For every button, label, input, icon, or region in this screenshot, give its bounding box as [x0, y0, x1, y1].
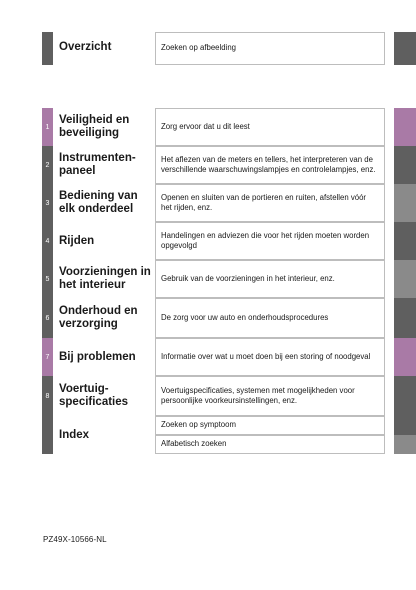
index-alphabetical-side-tab[interactable]: [394, 435, 416, 454]
chapter-1-desc[interactable]: Zorg ervoor dat u dit leest: [155, 108, 385, 146]
overview-tab: [42, 32, 53, 65]
chapter-6-title[interactable]: Onderhoud en verzorging: [59, 305, 138, 330]
chapter-1-side-tab[interactable]: [394, 108, 416, 146]
chapter-2-title[interactable]: Instrumenten-paneel: [59, 152, 136, 177]
overview-desc[interactable]: Zoeken op afbeelding: [155, 32, 385, 65]
chapter-5-tab: 5: [42, 260, 53, 298]
chapter-2-side-tab[interactable]: [394, 146, 416, 184]
chapter-7-tab: 7: [42, 338, 53, 376]
chapter-7-side-tab[interactable]: [394, 338, 416, 376]
chapter-5-desc[interactable]: Gebruik van de voorzieningen in het interieur, enz.: [155, 260, 385, 298]
overview-title[interactable]: Overzicht: [59, 40, 112, 53]
chapter-6-desc[interactable]: De zorg voor uw auto en onderhoudsprocedures: [155, 298, 385, 338]
overview-side-tab[interactable]: [394, 32, 416, 65]
document-code: PZ49X-10566-NL: [43, 535, 107, 544]
index-alphabetical-search[interactable]: Alfabetisch zoeken: [155, 435, 385, 454]
chapter-6-tab: 6: [42, 298, 53, 338]
chapter-1-tab: 1: [42, 108, 53, 146]
chapter-2-desc[interactable]: Het aflezen van de meters en tellers, het interpreteren van de verschillende waarschuwingslampjes en controlelampjes, enz.: [155, 146, 385, 184]
index-tab: [42, 416, 53, 454]
chapter-1-title[interactable]: Veiligheid en beveiliging: [59, 114, 130, 139]
chapter-8-title[interactable]: Voertuig-specificaties: [59, 383, 129, 408]
chapter-2-tab: 2: [42, 146, 53, 184]
chapter-6-side-tab[interactable]: [394, 298, 416, 338]
chapter-7-desc[interactable]: Informatie over wat u moet doen bij een storing of noodgeval: [155, 338, 385, 376]
chapter-8-desc[interactable]: Voertuigspecificaties, systemen met mogelijkheden voor persoonlijke voorkeursinstellingen, enz.: [155, 376, 385, 416]
chapter-4-desc[interactable]: Handelingen en adviezen die voor het rijden moeten worden opgevolgd: [155, 222, 385, 260]
chapter-3-side-tab[interactable]: [394, 184, 416, 222]
index-symptom-side-tab[interactable]: [394, 416, 416, 435]
chapter-8-side-tab[interactable]: [394, 376, 416, 416]
chapter-5-title[interactable]: Voorzieningen in het interieur: [59, 266, 151, 291]
chapter-5-side-tab[interactable]: [394, 260, 416, 298]
chapter-7-title[interactable]: Bij problemen: [59, 350, 136, 363]
chapter-3-title[interactable]: Bediening van elk onderdeel: [59, 190, 138, 215]
chapter-4-tab: 4: [42, 222, 53, 260]
chapter-4-title[interactable]: Rijden: [59, 234, 95, 247]
chapter-8-tab: 8: [42, 376, 53, 416]
index-title[interactable]: Index: [59, 428, 90, 441]
chapter-4-side-tab[interactable]: [394, 222, 416, 260]
chapter-3-tab: 3: [42, 184, 53, 222]
index-symptom-search[interactable]: Zoeken op symptoom: [155, 416, 385, 435]
chapter-3-desc[interactable]: Openen en sluiten van de portieren en ruiten, afstellen vóór het rijden, enz.: [155, 184, 385, 222]
